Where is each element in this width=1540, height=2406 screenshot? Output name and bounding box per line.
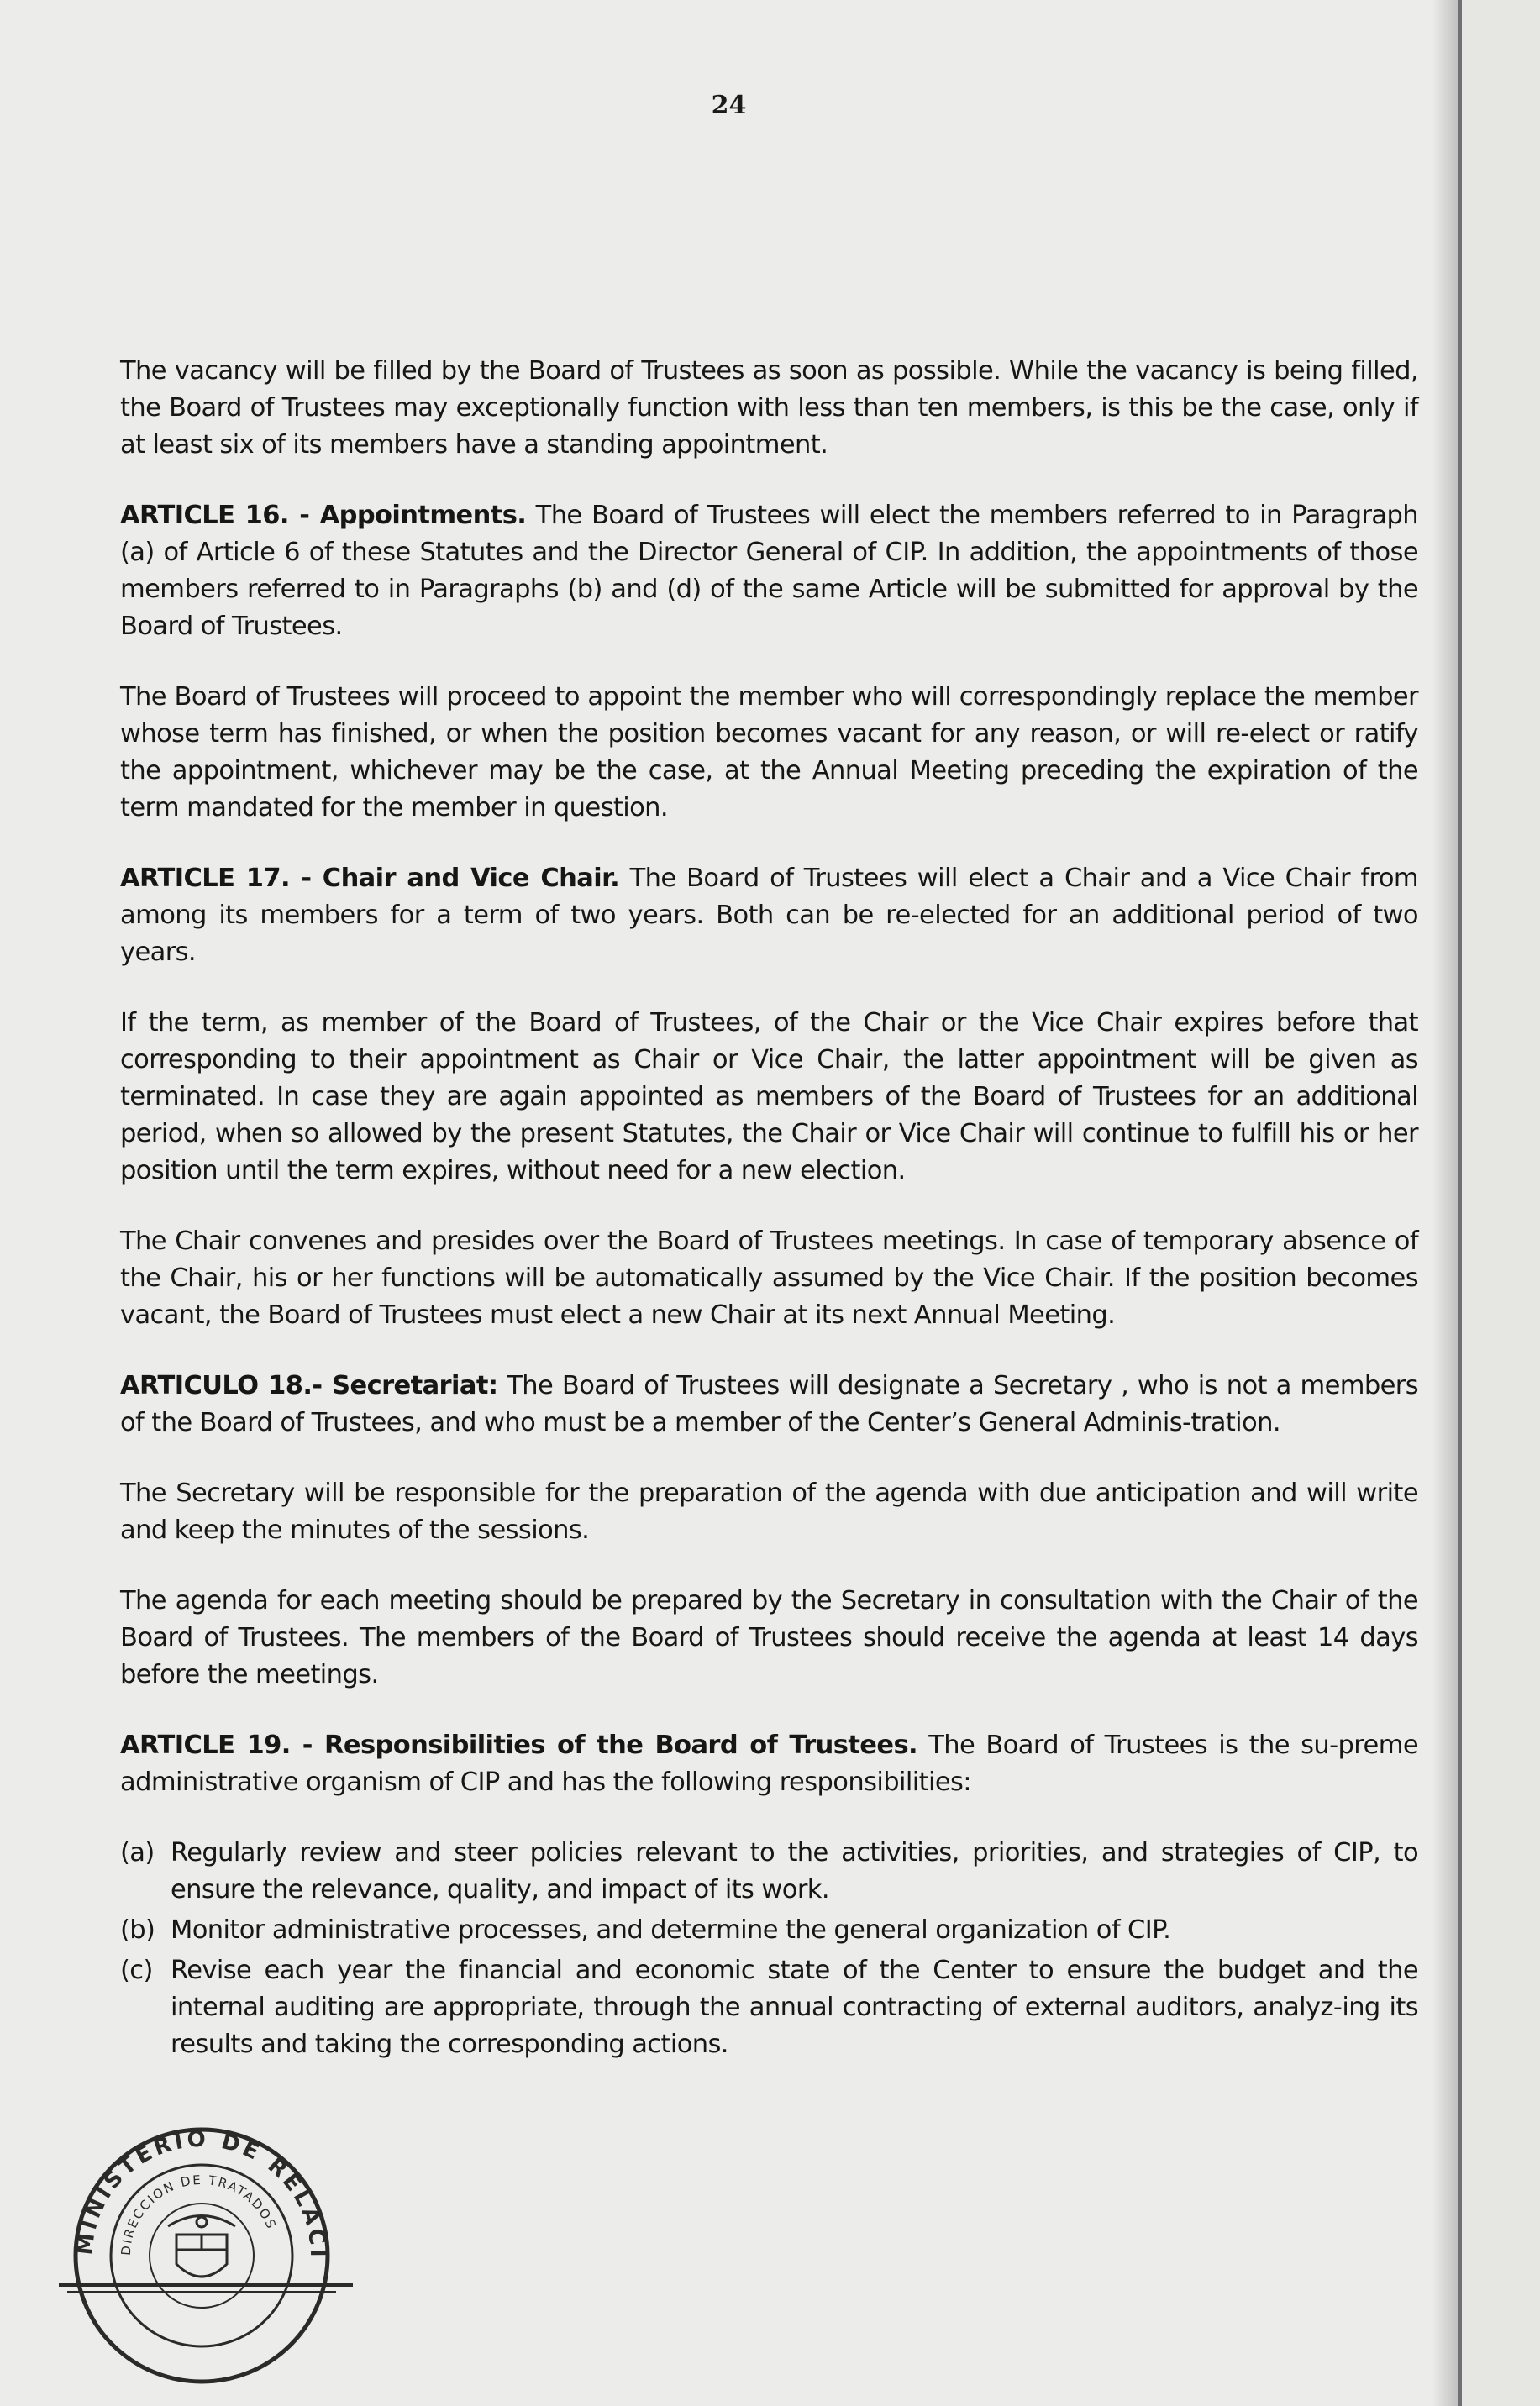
list-item-text: Regularly review and steer policies relevant to the activities, priorities, and strategies of CIP, to ensure the relevance, quality, and impact of its work. xyxy=(171,1838,1418,1904)
paragraph-text: The Chair convenes and presides over the Board of Trustees meetings. In case of temporary absence of the Chair, his or her functions will be automatically assumed by the Vice Chair. If the position becomes vacant, the Board of Trustees must elect a new Chair at its next Annual Meeting. xyxy=(120,1227,1418,1330)
seal-graphic xyxy=(50,2109,353,2394)
list-item-text: Revise each year the financial and economic state of the Center to ensure the budget and the internal auditing are appropriate, through the annual contracting of external auditors, analyz-ing its results and taking the corresponding actions. xyxy=(171,1956,1418,2059)
list-item xyxy=(120,1912,1418,1949)
adjacent-page-edge xyxy=(1462,0,1540,2406)
svg-text:DIRECCION DE TRATADOS xyxy=(118,2172,280,2256)
paragraph-text: The Board of Trustees is the su-preme administrative organism of CIP and has the following responsibilities: xyxy=(120,1731,1418,1797)
list-marker: (a) xyxy=(120,1838,155,1868)
article-heading: ARTICULO 18.- Secretariat: xyxy=(120,1371,498,1400)
paragraph-text: The agenda for each meeting should be prepared by the Secretary in consultation with the Chair of the Board of Trustees. The members of the Board of Trustees should receive the agenda at least 14 days before the meetings. xyxy=(120,1586,1418,1689)
paragraph-vacancy xyxy=(120,353,1418,464)
seal-outer-text: MINISTERIO DE RELACI xyxy=(72,2126,331,2261)
article-19 xyxy=(120,1727,1418,1801)
paragraph-chair xyxy=(120,1223,1418,1334)
ministry-seal-stamp xyxy=(50,2109,353,2394)
paragraph-text: If the term, as member of the Board of Trustees, of the Chair or the Vice Chair expires before that corresponding to their appointment as Chair or Vice Chair, the latter appointment will be given as terminated. In case they are again appointed as members of the Board of Trustees for an additional period, when so allowed by the present Statutes, the Chair or Vice Chair will continue to fulfill his or her position until the term expires, without need for a new election. xyxy=(120,1008,1418,1185)
responsibilities-list xyxy=(120,1835,1418,2063)
paragraph-text: The Board of Trustees will elect the members referred to in Paragraph (a) of Article 6 of these Statutes and the Director General of CIP. In addition, the appointments of those members referred to in Paragraphs (b) and (d) of the same Article will be submitted for approval by the Board of Trustees. xyxy=(120,501,1418,641)
list-item-text: Monitor administrative processes, and determine the general organization of CIP. xyxy=(171,1915,1171,1945)
list-marker: (c) xyxy=(120,1956,153,1985)
list-item xyxy=(120,1952,1418,2063)
paragraph-text: The Secretary will be responsible for the preparation of the agenda with due anticipation and will write and keep the minutes of the sessions. xyxy=(120,1479,1418,1545)
page-edge-shadow xyxy=(1432,0,1458,2406)
seal-inner-text: DIRECCION DE TRATADOS xyxy=(118,2172,280,2256)
page-body xyxy=(120,353,1418,2067)
article-heading: ARTICLE 17. - Chair and Vice Chair. xyxy=(120,864,620,893)
paragraph-term xyxy=(120,1005,1418,1190)
list-item xyxy=(120,1835,1418,1909)
article-18 xyxy=(120,1368,1418,1442)
paragraph-agenda xyxy=(120,1583,1418,1694)
list-marker: (b) xyxy=(120,1915,155,1945)
article-16 xyxy=(120,497,1418,645)
paragraph-appointment xyxy=(120,679,1418,827)
article-17 xyxy=(120,860,1418,971)
paragraph-text: The Board of Trustees will designate a Secretary , who is not a members of the Board of Trustees, and who must be a member of the Center’s General Adminis-tration. xyxy=(120,1371,1418,1437)
paragraph-text: The vacancy will be filled by the Board of Trustees as soon as possible. While the vacancy is being filled, the Board of Trustees may exceptionally function with less than ten members, is this be the case, only if at least six of its members have a standing appointment. xyxy=(120,356,1418,460)
article-heading: ARTICLE 16. - Appointments. xyxy=(120,501,527,530)
article-heading: ARTICLE 19. - Responsibilities of the Board of Trustees. xyxy=(120,1731,918,1760)
paragraph-text: The Board of Trustees will proceed to appoint the member who will correspondingly replace the member whose term has finished, or when the position becomes vacant for any reason, or will re-elect or ratify the appointment, whichever may be the case, at the Annual Meeting preceding the expiration of the term mandated for the member in question. xyxy=(120,682,1418,822)
coat-of-arms-icon xyxy=(168,2216,235,2277)
page-number: 24 xyxy=(711,91,747,120)
paragraph-text: The Board of Trustees will elect a Chair and a Vice Chair from among its members for a term of two years. Both can be re-elected for an additional period of two years. xyxy=(120,864,1418,967)
paragraph-secretary xyxy=(120,1475,1418,1549)
